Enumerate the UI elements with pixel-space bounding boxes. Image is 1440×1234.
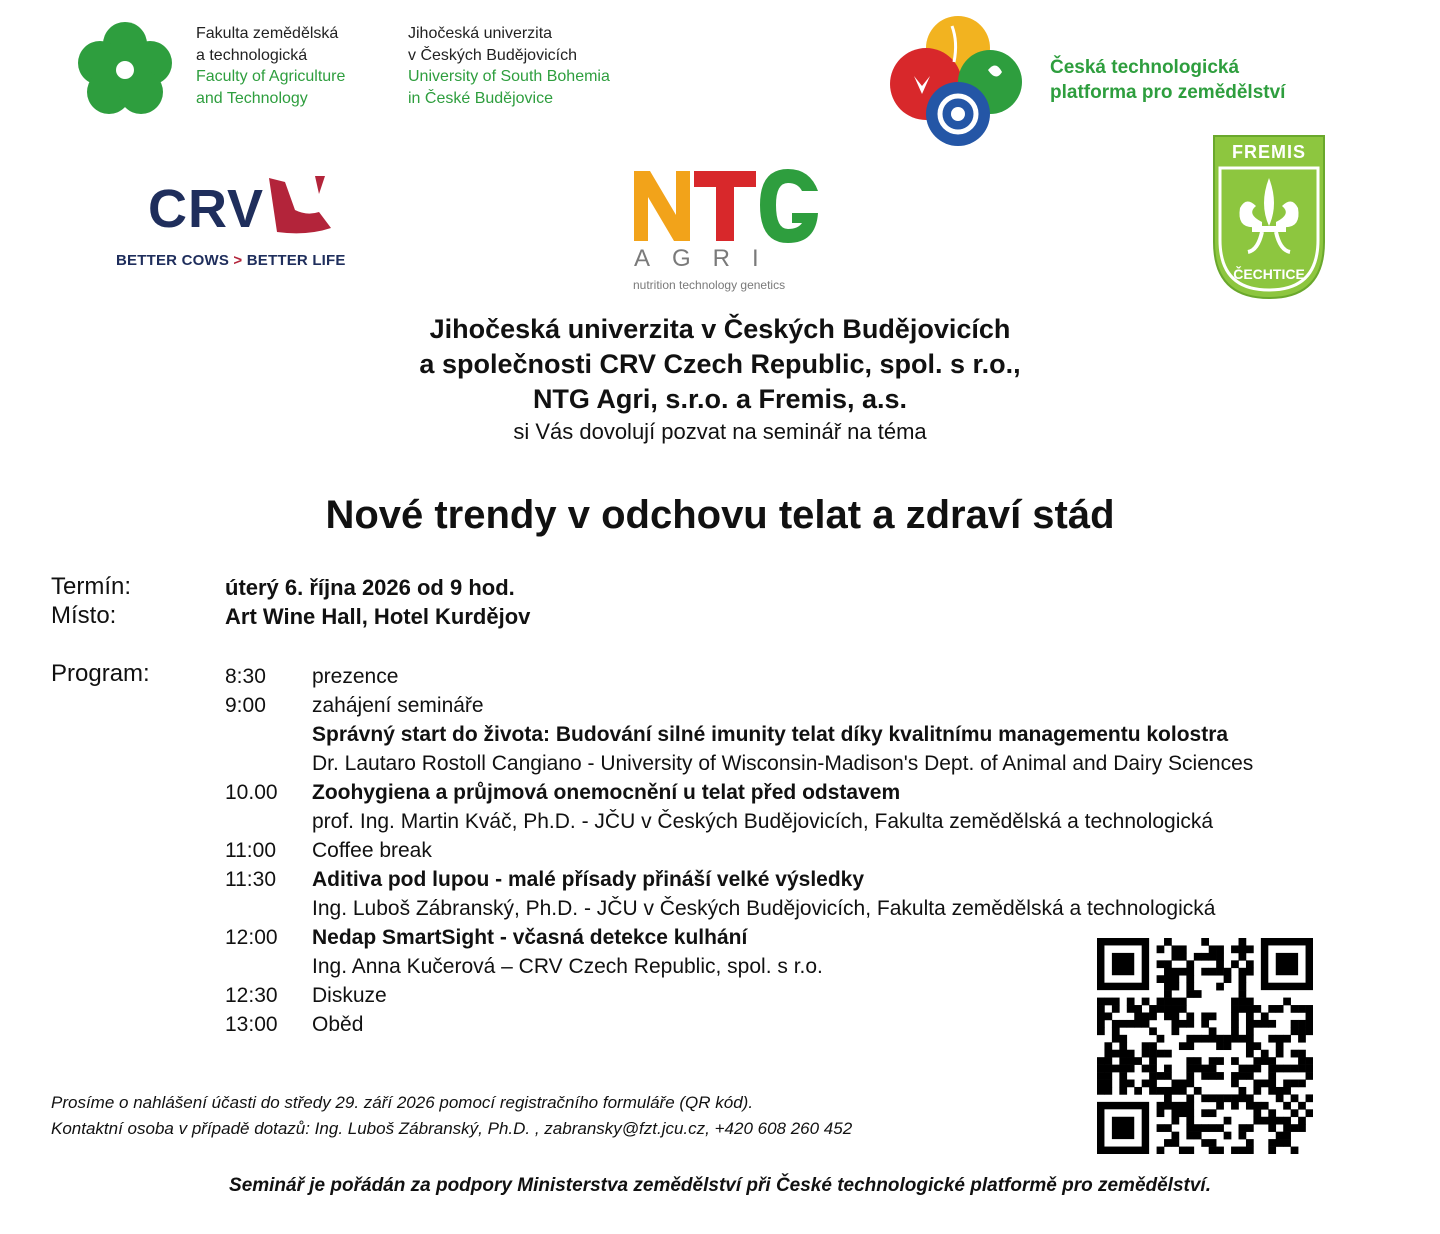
qr-code[interactable] — [1097, 938, 1313, 1154]
footer-support: Seminář je pořádán za podpory Ministerstva zemědělství při České technologické platformě pro zemědělství. — [229, 1175, 1211, 1196]
crv-tagline — [116, 252, 346, 269]
intro-line4: si Vás dovolují pozvat na seminář na téma — [513, 419, 927, 444]
crv-swoosh-icon — [267, 174, 337, 236]
faculty-name — [196, 23, 345, 109]
program-text: Ing. Anna Kučerová – CRV Czech Republic, spol. s r.o. — [312, 955, 823, 978]
crv-tagline-b: BETTER LIFE — [246, 252, 346, 269]
fremis-top: FREMIS — [1231, 142, 1306, 162]
crv-logo — [115, 170, 375, 275]
program-time: 13:00 — [225, 1013, 278, 1036]
program-time: 11:00 — [225, 839, 276, 862]
program-talk-title: Aditiva pod lupou - malé přísady přináší velké výsledky — [312, 868, 865, 891]
intro-line2: a společnosti CRV Czech Republic, spol. s r.o., — [419, 349, 1021, 379]
program-time: 12:30 — [225, 984, 278, 1007]
program-text: prof. Ing. Martin Kváč, Ph.D. - JČU v Českých Budějovicích, Fakulta zemědělská a technologická — [312, 810, 1214, 833]
platform-emblem-icon — [888, 12, 1028, 148]
program-time: 11:30 — [225, 868, 276, 891]
seminar-title: Nové trendy v odchovu telat a zdraví stád — [325, 493, 1115, 537]
crv-tagline-sep: > — [233, 252, 243, 269]
crv-logo-text: CRV — [148, 179, 265, 239]
faculty-en-line1: Faculty of Agriculture — [196, 68, 346, 85]
program-time: 10.00 — [225, 781, 278, 804]
platform-logo — [888, 12, 1028, 148]
ntg-small: nutrition technology genetics — [633, 278, 786, 292]
program-text: Diskuze — [312, 984, 387, 1007]
faculty-en-line2: and Technology — [196, 89, 308, 107]
program-text: Oběd — [312, 1013, 364, 1036]
platform-line2: platforma pro zemědělství — [1050, 82, 1286, 103]
intro-block — [0, 312, 1440, 447]
ntg-sub: AGRI — [634, 245, 781, 272]
crv-tagline-a: BETTER COWS — [116, 252, 230, 269]
program-talk-title: Nedap SmartSight - včasná detekce kulhání — [312, 926, 748, 949]
program-talk-title: Zoohygiena a průjmová onemocnění u telat před odstavem — [312, 781, 901, 804]
note-contact: Kontaktní osoba v případě dotazů: Ing. Luboš Zábranský, Ph.D. , zabransky@fzt.jcu.cz, +420 608 260 452 — [51, 1119, 853, 1138]
program-time: 8:30 — [225, 665, 266, 688]
program-text: Dr. Lautaro Rostoll Cangiano - University of Wisconsin-Madison's Dept. of Animal and Dairy Sciences — [312, 752, 1254, 775]
intro-line1: Jihočeská univerzita v Českých Budějovicích — [429, 314, 1011, 344]
notes-block — [51, 1090, 852, 1142]
faculty-cz-line1: Fakulta zemědělská — [196, 25, 339, 42]
ntg-mark-icon — [632, 165, 822, 245]
clover-icon — [75, 18, 175, 116]
place-label: Místo: — [51, 602, 117, 629]
university-cz-line1: Jihočeská univerzita — [408, 25, 553, 42]
ntg-logo — [630, 165, 830, 295]
faculty-cz-line2: a technologická — [196, 46, 308, 64]
term-label: Termín: — [51, 573, 132, 600]
university-en-line1: University of South Bohemia — [408, 68, 610, 85]
program-talk-title: Správný start do života: Budování silné imunity telat díky kvalitnímu managementu kolostra — [312, 723, 1229, 746]
program-text: prezence — [312, 665, 399, 688]
university-name — [408, 23, 610, 109]
intro-line3: NTG Agri, s.r.o. a Fremis, a.s. — [532, 384, 908, 414]
program-text: Coffee break — [312, 839, 432, 862]
qr-code-image — [1097, 938, 1313, 1154]
fremis-bottom: ČECHTICE — [1233, 266, 1305, 282]
program-text: Ing. Luboš Zábranský, Ph.D. - JČU v Českých Budějovicích, Fakulta zemědělská a technologická — [312, 897, 1216, 920]
place-value: Art Wine Hall, Hotel Kurdějov — [225, 604, 531, 629]
university-en-line2: in České Budějovice — [408, 89, 553, 107]
term-value: úterý 6. října 2026 od 9 hod. — [225, 575, 515, 600]
fremis-logo — [1212, 134, 1326, 300]
program-text: zahájení semináře — [312, 694, 484, 717]
note-registration: Prosíme o nahlášení účasti do středy 29. září 2026 pomocí registračního formuláře (QR kód). — [51, 1093, 754, 1112]
platform-line1: Česká technologická — [1050, 57, 1240, 78]
program-time: 9:00 — [225, 694, 266, 717]
university-cz-line2: v Českých Budějovicích — [408, 46, 577, 64]
faculty-logo — [75, 18, 175, 116]
platform-name — [1050, 55, 1285, 105]
program-time: 12:00 — [225, 926, 278, 949]
program-label: Program: — [51, 660, 150, 687]
